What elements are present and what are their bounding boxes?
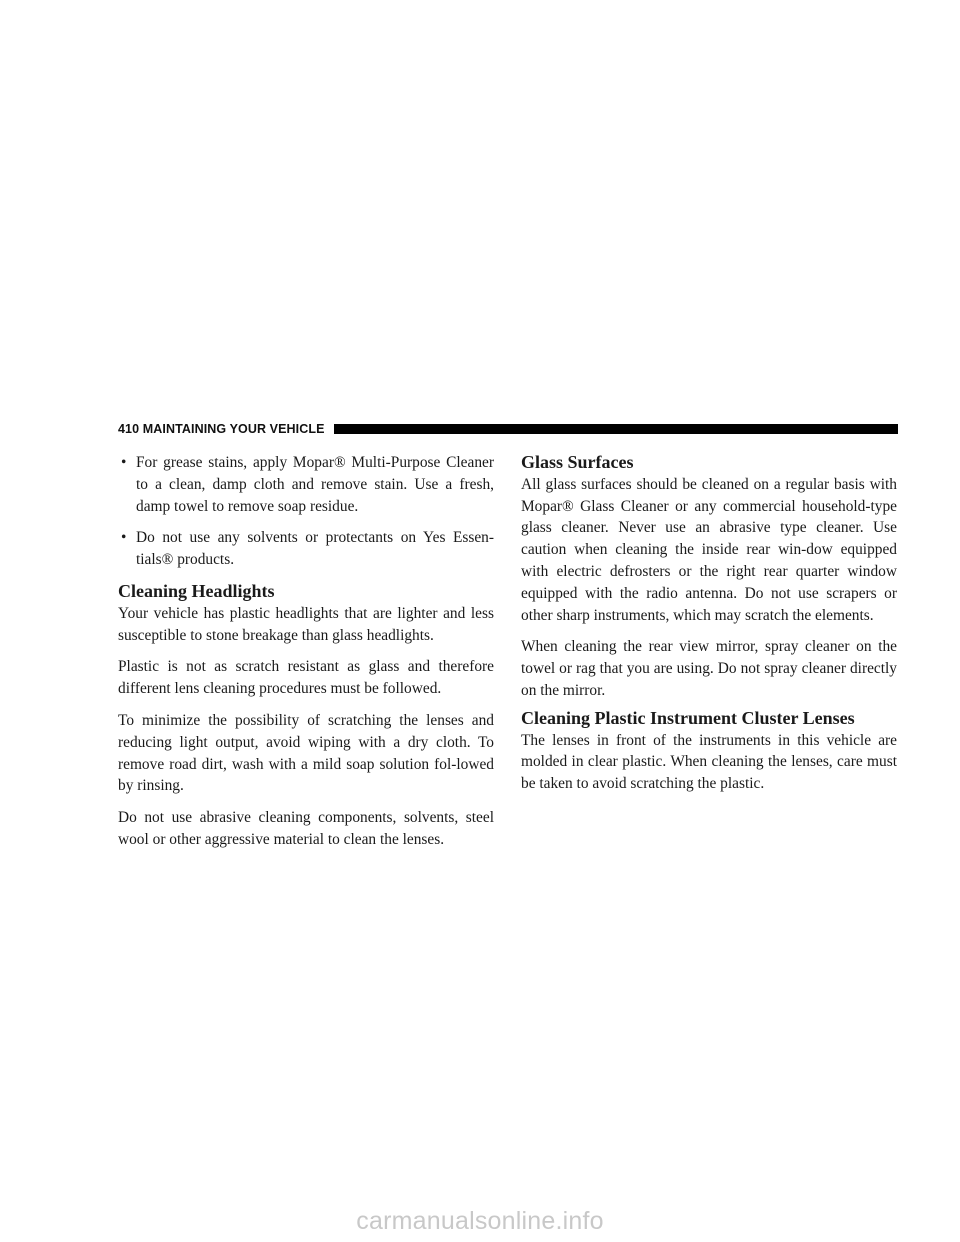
bullet-text: Do not use any solvents or protectants on Yes Essen-tials® products. xyxy=(136,529,494,569)
paragraph: Do not use abrasive cleaning components, solvents, steel wool or other aggressive material to clean the lenses. xyxy=(118,809,494,848)
bullet-text: For grease stains, apply Mopar® Multi-Purpose Cleaner to a clean, damp cloth and remove stain. Use a fresh, damp towel to remove soap residue. xyxy=(136,454,494,515)
paragraph: To minimize the possibility of scratching the lenses and reducing light output, avoid wiping with a dry cloth. To remove road dirt, wash with a mild soap solution fol-lowed by rinsing. xyxy=(118,711,494,795)
section-heading-glass: Glass Surfaces xyxy=(521,452,634,472)
section-heading-headlights: Cleaning Headlights xyxy=(118,580,275,601)
bullet-item-solvents xyxy=(118,527,494,571)
paragraph: Plastic is not as scratch resistant as glass and therefore different lens cleaning procedures must be followed. xyxy=(118,658,494,698)
paragraph: When cleaning the rear view mirror, spray cleaner on the towel or rag that you are using. Do not spray cleaner directly on the mirror. xyxy=(521,638,897,699)
paragraph: All glass surfaces should be cleaned on a regular basis with Mopar® Glass Cleaner or any commercial household-type glass cleaner. Never use an abrasive type cleaner. Use caution when cleaning the inside rear win-dow equipped with electric defrosters or the right rear quarter window equipped with the radio antenna. Do not use scrapers or other sharp instruments, which may scratch the elements. xyxy=(521,475,897,624)
bullet-icon: • xyxy=(121,529,127,547)
bullet-list xyxy=(118,452,494,571)
watermark-link[interactable]: carmanualsonline.info xyxy=(356,1207,604,1235)
paragraph: The lenses in front of the instruments in this vehicle are molded in clear plastic. When cleaning the lenses, care must be taken to avoid scratching the plastic. xyxy=(521,731,897,793)
paragraph: Your vehicle has plastic headlights that are lighter and less susceptible to stone breakage than glass headlights. xyxy=(118,604,494,644)
right-column xyxy=(521,452,897,805)
bullet-icon: • xyxy=(121,454,127,471)
left-column xyxy=(118,452,494,861)
page-header xyxy=(118,421,898,437)
page-number-title: 410 MAINTAINING YOUR VEHICLE xyxy=(118,422,325,436)
bullet-item-grease xyxy=(118,452,494,517)
section-heading-cluster: Cleaning Plastic Instrument Cluster Lenses xyxy=(521,707,855,728)
header-rule xyxy=(334,424,898,434)
